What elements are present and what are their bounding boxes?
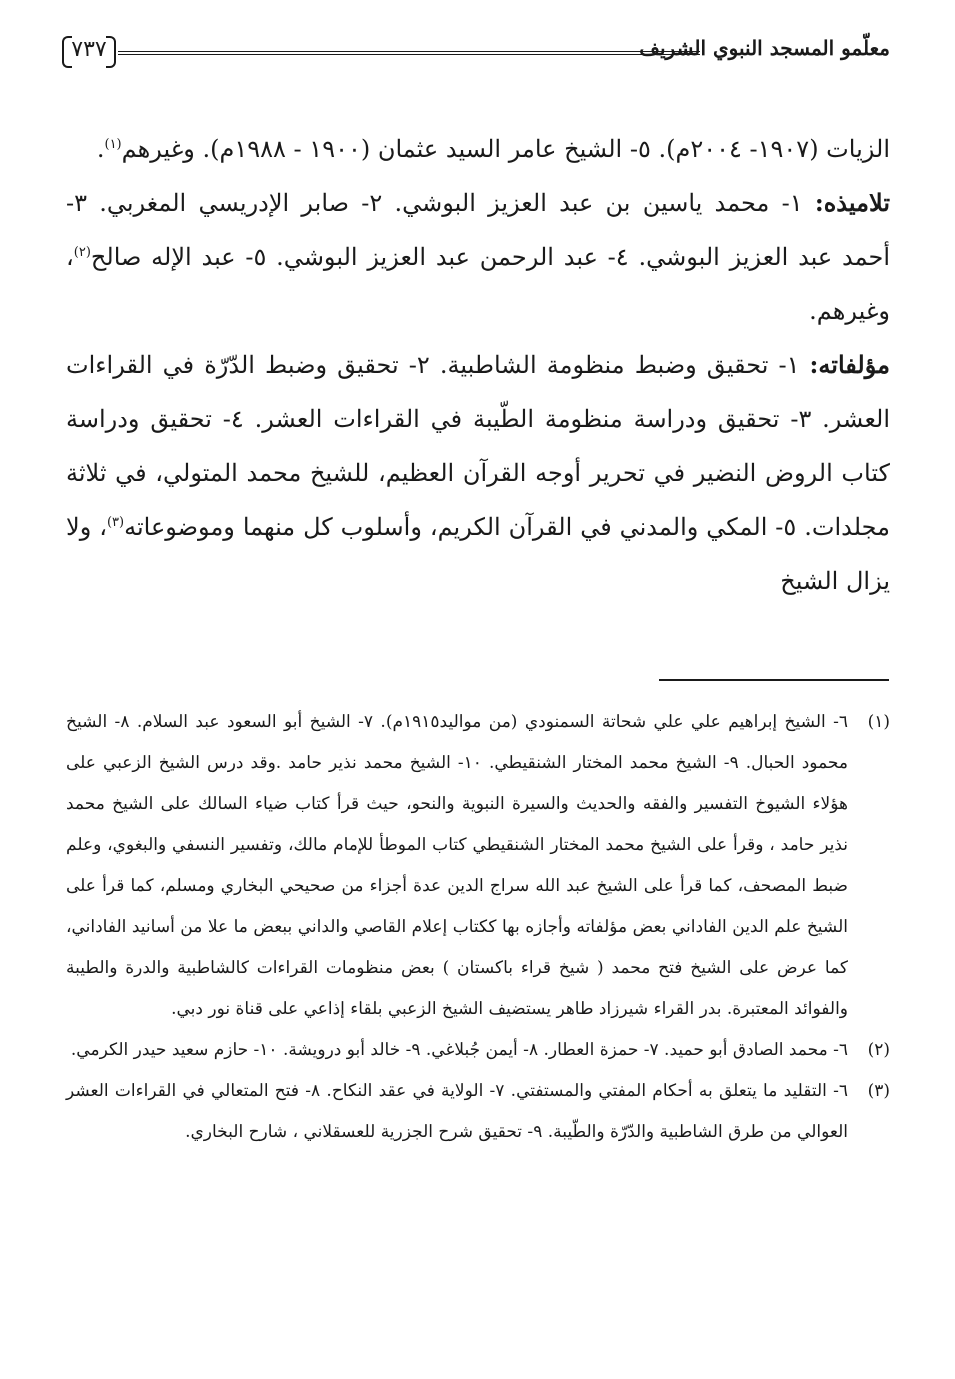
paragraph-text: الزيات (١٩٠٧- ٢٠٠٤م). ٥- الشيخ عامر السيد عثمان (١٩٠٠ - ١٩٨٨م). وغيرهم [121, 135, 890, 163]
students-text: ١- محمد ياسين بن عبد العزيز البوشي. ٢- صابر الإدريسي المغربي. ٣- أحمد عبد العزيز البوشي. ٤- عبد الرحمن عبد العزيز البوشي. ٥- عبد الإله صالح [66, 189, 890, 271]
students-tail: ، وغيرهم. [66, 243, 890, 325]
footnote-text: ٦- التقليد ما يتعلق به أحكام المفتي والمستفتي. ٧- الولاية في عقد النكاح. ٨- فتح المتعالي في القراءات العشر العوالي من طرق الشاطبية والدّرّة والطّيبة. ٩- تحقيق شرح الجزرية للعسقلاني ، شارح البخاري. [66, 1081, 849, 1142]
right-brace-icon [106, 36, 116, 68]
footnote-text: ٦- محمد الصادق أبو حميد. ٧- حمزة العطار. ٨- أيمن جُبلاغي. ٩- خالد أبو درويشة. ١٠- حازم سعيد حيدر الكرمي. [70, 1040, 848, 1060]
section-label-students: تلاميذه: [814, 188, 891, 217]
main-text [66, 122, 890, 608]
footnote [66, 702, 890, 1030]
page-number-box [60, 30, 118, 70]
works-text: ١- تحقيق وضبط منظومة الشاطبية. ٢- تحقيق وضبط الدّرّة في القراءات العشر. ٣- تحقيق ودراسة منظومة الطّيبة في القراءات العشر. ٤- تحقيق ودراسة كتاب الروض النضير في تحرير أوجه القرآن العظيم، للشيخ محمد المتولي، في ثلاثة مجلدات. ٥- المكي والمدني في القرآن الكريم، وأسلوب كل منهما وموضوعاته [66, 351, 891, 541]
footnote [66, 1030, 890, 1071]
footnote-number: (١) [867, 712, 890, 732]
section-label-works: مؤلفاته: [809, 350, 890, 379]
footnote-number: (٣) [867, 1081, 890, 1101]
footnote-ref[interactable]: (١) [104, 137, 122, 152]
footnote-separator [659, 679, 889, 681]
footnote-number: (٢) [867, 1040, 890, 1060]
paragraph-tail: . [96, 135, 105, 163]
footnote [66, 1071, 890, 1153]
page-number: ٧٣٧ [71, 37, 107, 62]
header-rule [118, 51, 700, 55]
footnotes [66, 702, 890, 1153]
paragraph-students [66, 176, 890, 338]
left-brace-icon [62, 36, 72, 68]
footnote-ref[interactable]: (٣) [106, 515, 125, 530]
paragraph-teachers-end [66, 122, 890, 176]
running-title: معلّمو المسجد النبوي الشريف [639, 36, 890, 60]
works-tail: ، ولا يزال الشيخ [66, 513, 890, 595]
running-header [60, 28, 890, 76]
paragraph-works [66, 338, 890, 608]
footnote-text: ٦- الشيخ إبراهيم علي علي شحاتة السمنودي (من مواليد١٩١٥م). ٧- الشيخ أبو السعود عبد السلام. ٨- الشيخ محمود الحبال. ٩- الشيخ محمد المختار الشنقيطي. ١٠- الشيخ محمد نذير حامد .وقد درس الشيخ الزعبي على هؤلاء الشيوخ التفسير والفقه والحديث والسيرة النبوية والنحو، حيث قرأ كتاب ضياء السالك على الشيخ محمد نذير حامد ، وقرأ على الشيخ محمد المختار الشنقيطي كتاب الموطأ للإمام مالك، وتفسير النسفي والبغوي، وعلم ضبط المصحف، كما قرأ على الشيخ عبد الله سراج الدين عدة أجزاء من صحيحي البخاري ومسلم، كما قرأ على الشيخ علم الدين الفاداني بعض مؤلفاته وأجازه بها ككتاب إعلام القاصي والداني ببعض ما علا من أسانيد الفاداني، كما عرض على الشيخ فتح محمد ( شيخ قراء باكستان ) بعض منظومات القراءات كالشاطبية والدرة والطيبة والفوائد المعتبرة. بدر القراء شيرزاد طاهر يستضيف الشيخ الزعبي بلقاء إذاعي على قناة نور دبي. [66, 712, 848, 1019]
footnote-ref[interactable]: (٢) [73, 245, 91, 260]
